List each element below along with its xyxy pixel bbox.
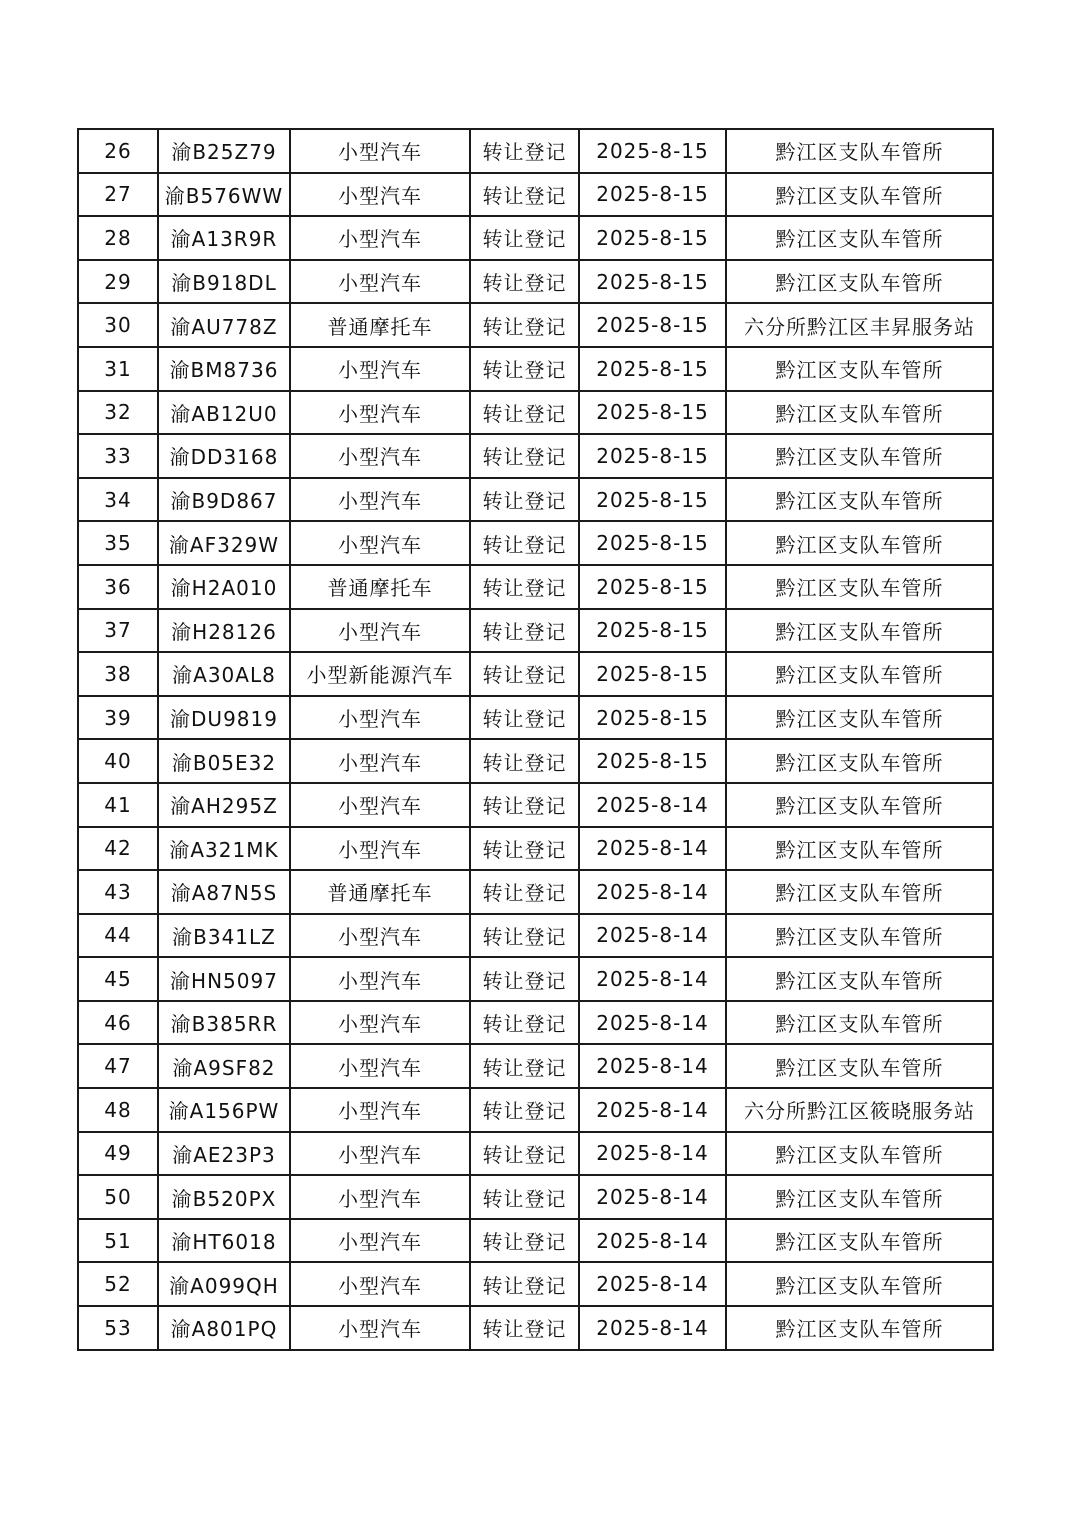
vehicle-type-cell: 普通摩托车	[290, 870, 470, 914]
date-cell: 2025-8-14	[579, 870, 726, 914]
vehicle-type-cell: 小型汽车	[290, 827, 470, 871]
plate-number-cell: 渝HN5097	[158, 957, 290, 1001]
office-cell: 黔江区支队车管所	[726, 870, 993, 914]
date-cell: 2025-8-15	[579, 129, 726, 173]
plate-number-cell: 渝DU9819	[158, 696, 290, 740]
office-cell: 黔江区支队车管所	[726, 1306, 993, 1350]
vehicle-registration-table	[77, 128, 994, 1351]
date-cell: 2025-8-15	[579, 565, 726, 609]
row-number-cell: 50	[78, 1175, 158, 1219]
office-cell: 黔江区支队车管所	[726, 914, 993, 958]
business-type-cell: 转让登记	[470, 260, 579, 304]
date-cell: 2025-8-15	[579, 216, 726, 260]
table-row	[78, 870, 993, 914]
office-cell: 黔江区支队车管所	[726, 347, 993, 391]
vehicle-type-cell: 小型新能源汽车	[290, 652, 470, 696]
business-type-cell: 转让登记	[470, 478, 579, 522]
table-row	[78, 347, 993, 391]
table-row	[78, 827, 993, 871]
vehicle-type-cell: 小型汽车	[290, 739, 470, 783]
date-cell: 2025-8-14	[579, 914, 726, 958]
business-type-cell: 转让登记	[470, 1044, 579, 1088]
business-type-cell: 转让登记	[470, 1132, 579, 1176]
vehicle-type-cell: 小型汽车	[290, 1088, 470, 1132]
row-number-cell: 38	[78, 652, 158, 696]
date-cell: 2025-8-14	[579, 1132, 726, 1176]
table-row	[78, 1219, 993, 1263]
row-number-cell: 41	[78, 783, 158, 827]
row-number-cell: 52	[78, 1262, 158, 1306]
plate-number-cell: 渝H28126	[158, 609, 290, 653]
business-type-cell: 转让登记	[470, 173, 579, 217]
office-cell: 黔江区支队车管所	[726, 478, 993, 522]
plate-number-cell: 渝H2A010	[158, 565, 290, 609]
table-row	[78, 783, 993, 827]
office-cell: 黔江区支队车管所	[726, 434, 993, 478]
row-number-cell: 26	[78, 129, 158, 173]
office-cell: 黔江区支队车管所	[726, 216, 993, 260]
table-row	[78, 303, 993, 347]
plate-number-cell: 渝AF329W	[158, 521, 290, 565]
date-cell: 2025-8-14	[579, 1306, 726, 1350]
plate-number-cell: 渝A13R9R	[158, 216, 290, 260]
table-body	[78, 129, 993, 1350]
business-type-cell: 转让登记	[470, 565, 579, 609]
business-type-cell: 转让登记	[470, 521, 579, 565]
business-type-cell: 转让登记	[470, 216, 579, 260]
date-cell: 2025-8-14	[579, 957, 726, 1001]
date-cell: 2025-8-15	[579, 434, 726, 478]
plate-number-cell: 渝A9SF82	[158, 1044, 290, 1088]
office-cell: 黔江区支队车管所	[726, 565, 993, 609]
row-number-cell: 48	[78, 1088, 158, 1132]
plate-number-cell: 渝B25Z79	[158, 129, 290, 173]
row-number-cell: 46	[78, 1001, 158, 1045]
office-cell: 黔江区支队车管所	[726, 521, 993, 565]
business-type-cell: 转让登记	[470, 391, 579, 435]
business-type-cell: 转让登记	[470, 957, 579, 1001]
vehicle-type-cell: 小型汽车	[290, 1306, 470, 1350]
plate-number-cell: 渝BM8736	[158, 347, 290, 391]
business-type-cell: 转让登记	[470, 1175, 579, 1219]
vehicle-type-cell: 小型汽车	[290, 478, 470, 522]
plate-number-cell: 渝B385RR	[158, 1001, 290, 1045]
office-cell: 黔江区支队车管所	[726, 739, 993, 783]
date-cell: 2025-8-15	[579, 739, 726, 783]
row-number-cell: 32	[78, 391, 158, 435]
date-cell: 2025-8-15	[579, 303, 726, 347]
table-row	[78, 1262, 993, 1306]
row-number-cell: 31	[78, 347, 158, 391]
vehicle-type-cell: 小型汽车	[290, 216, 470, 260]
plate-number-cell: 渝AB12U0	[158, 391, 290, 435]
row-number-cell: 37	[78, 609, 158, 653]
row-number-cell: 34	[78, 478, 158, 522]
office-cell: 黔江区支队车管所	[726, 129, 993, 173]
plate-number-cell: 渝B9D867	[158, 478, 290, 522]
office-cell: 黔江区支队车管所	[726, 173, 993, 217]
row-number-cell: 39	[78, 696, 158, 740]
business-type-cell: 转让登记	[470, 303, 579, 347]
row-number-cell: 33	[78, 434, 158, 478]
plate-number-cell: 渝B918DL	[158, 260, 290, 304]
business-type-cell: 转让登记	[470, 609, 579, 653]
office-cell: 六分所黔江区丰昇服务站	[726, 303, 993, 347]
vehicle-type-cell: 小型汽车	[290, 1044, 470, 1088]
date-cell: 2025-8-14	[579, 1219, 726, 1263]
office-cell: 黔江区支队车管所	[726, 1001, 993, 1045]
business-type-cell: 转让登记	[470, 739, 579, 783]
plate-number-cell: 渝AU778Z	[158, 303, 290, 347]
business-type-cell: 转让登记	[470, 870, 579, 914]
office-cell: 黔江区支队车管所	[726, 1175, 993, 1219]
date-cell: 2025-8-15	[579, 173, 726, 217]
business-type-cell: 转让登记	[470, 434, 579, 478]
plate-number-cell: 渝AH295Z	[158, 783, 290, 827]
vehicle-type-cell: 小型汽车	[290, 1001, 470, 1045]
row-number-cell: 45	[78, 957, 158, 1001]
date-cell: 2025-8-15	[579, 260, 726, 304]
vehicle-type-cell: 普通摩托车	[290, 303, 470, 347]
office-cell: 黔江区支队车管所	[726, 783, 993, 827]
table-row	[78, 129, 993, 173]
date-cell: 2025-8-15	[579, 696, 726, 740]
row-number-cell: 36	[78, 565, 158, 609]
row-number-cell: 53	[78, 1306, 158, 1350]
row-number-cell: 51	[78, 1219, 158, 1263]
date-cell: 2025-8-14	[579, 1262, 726, 1306]
office-cell: 黔江区支队车管所	[726, 652, 993, 696]
business-type-cell: 转让登记	[470, 783, 579, 827]
table-row	[78, 1044, 993, 1088]
table-row	[78, 216, 993, 260]
plate-number-cell: 渝A156PW	[158, 1088, 290, 1132]
date-cell: 2025-8-14	[579, 783, 726, 827]
table-row	[78, 914, 993, 958]
vehicle-type-cell: 小型汽车	[290, 260, 470, 304]
office-cell: 黔江区支队车管所	[726, 1132, 993, 1176]
office-cell: 黔江区支队车管所	[726, 391, 993, 435]
vehicle-type-cell: 小型汽车	[290, 609, 470, 653]
vehicle-type-cell: 小型汽车	[290, 434, 470, 478]
table-row	[78, 173, 993, 217]
row-number-cell: 40	[78, 739, 158, 783]
office-cell: 黔江区支队车管所	[726, 957, 993, 1001]
office-cell: 黔江区支队车管所	[726, 1219, 993, 1263]
plate-number-cell: 渝A321MK	[158, 827, 290, 871]
vehicle-type-cell: 小型汽车	[290, 391, 470, 435]
plate-number-cell: 渝A099QH	[158, 1262, 290, 1306]
plate-number-cell: 渝B576WW	[158, 173, 290, 217]
date-cell: 2025-8-14	[579, 1001, 726, 1045]
table-row	[78, 391, 993, 435]
row-number-cell: 30	[78, 303, 158, 347]
row-number-cell: 35	[78, 521, 158, 565]
row-number-cell: 29	[78, 260, 158, 304]
table-row	[78, 1001, 993, 1045]
table-row	[78, 260, 993, 304]
row-number-cell: 49	[78, 1132, 158, 1176]
date-cell: 2025-8-15	[579, 391, 726, 435]
office-cell: 六分所黔江区筱晓服务站	[726, 1088, 993, 1132]
office-cell: 黔江区支队车管所	[726, 1044, 993, 1088]
plate-number-cell: 渝HT6018	[158, 1219, 290, 1263]
date-cell: 2025-8-15	[579, 347, 726, 391]
date-cell: 2025-8-14	[579, 1088, 726, 1132]
plate-number-cell: 渝A87N5S	[158, 870, 290, 914]
table-row	[78, 521, 993, 565]
vehicle-type-cell: 小型汽车	[290, 696, 470, 740]
business-type-cell: 转让登记	[470, 696, 579, 740]
plate-number-cell: 渝A30AL8	[158, 652, 290, 696]
vehicle-type-cell: 小型汽车	[290, 1262, 470, 1306]
vehicle-type-cell: 小型汽车	[290, 129, 470, 173]
vehicle-type-cell: 小型汽车	[290, 914, 470, 958]
vehicle-type-cell: 小型汽车	[290, 783, 470, 827]
date-cell: 2025-8-14	[579, 1175, 726, 1219]
business-type-cell: 转让登记	[470, 1262, 579, 1306]
table-row	[78, 652, 993, 696]
business-type-cell: 转让登记	[470, 827, 579, 871]
table-row	[78, 1132, 993, 1176]
plate-number-cell: 渝B05E32	[158, 739, 290, 783]
vehicle-type-cell: 小型汽车	[290, 1219, 470, 1263]
office-cell: 黔江区支队车管所	[726, 827, 993, 871]
table-row	[78, 565, 993, 609]
date-cell: 2025-8-15	[579, 478, 726, 522]
plate-number-cell: 渝AE23P3	[158, 1132, 290, 1176]
table-row	[78, 1088, 993, 1132]
row-number-cell: 28	[78, 216, 158, 260]
vehicle-type-cell: 小型汽车	[290, 957, 470, 1001]
business-type-cell: 转让登记	[470, 1306, 579, 1350]
office-cell: 黔江区支队车管所	[726, 609, 993, 653]
plate-number-cell: 渝B520PX	[158, 1175, 290, 1219]
business-type-cell: 转让登记	[470, 1219, 579, 1263]
date-cell: 2025-8-15	[579, 521, 726, 565]
row-number-cell: 43	[78, 870, 158, 914]
office-cell: 黔江区支队车管所	[726, 260, 993, 304]
date-cell: 2025-8-15	[579, 609, 726, 653]
table-row	[78, 434, 993, 478]
business-type-cell: 转让登记	[470, 652, 579, 696]
business-type-cell: 转让登记	[470, 1001, 579, 1045]
vehicle-type-cell: 小型汽车	[290, 1132, 470, 1176]
business-type-cell: 转让登记	[470, 347, 579, 391]
date-cell: 2025-8-15	[579, 652, 726, 696]
table-row	[78, 1306, 993, 1350]
row-number-cell: 42	[78, 827, 158, 871]
business-type-cell: 转让登记	[470, 914, 579, 958]
table-row	[78, 478, 993, 522]
vehicle-type-cell: 小型汽车	[290, 521, 470, 565]
plate-number-cell: 渝A801PQ	[158, 1306, 290, 1350]
vehicle-type-cell: 小型汽车	[290, 173, 470, 217]
table-row	[78, 739, 993, 783]
row-number-cell: 27	[78, 173, 158, 217]
table-row	[78, 1175, 993, 1219]
office-cell: 黔江区支队车管所	[726, 1262, 993, 1306]
vehicle-type-cell: 小型汽车	[290, 347, 470, 391]
office-cell: 黔江区支队车管所	[726, 696, 993, 740]
plate-number-cell: 渝DD3168	[158, 434, 290, 478]
table-row	[78, 696, 993, 740]
row-number-cell: 44	[78, 914, 158, 958]
vehicle-type-cell: 普通摩托车	[290, 565, 470, 609]
table-row	[78, 957, 993, 1001]
vehicle-type-cell: 小型汽车	[290, 1175, 470, 1219]
business-type-cell: 转让登记	[470, 1088, 579, 1132]
date-cell: 2025-8-14	[579, 827, 726, 871]
table-row	[78, 609, 993, 653]
row-number-cell: 47	[78, 1044, 158, 1088]
plate-number-cell: 渝B341LZ	[158, 914, 290, 958]
business-type-cell: 转让登记	[470, 129, 579, 173]
date-cell: 2025-8-14	[579, 1044, 726, 1088]
